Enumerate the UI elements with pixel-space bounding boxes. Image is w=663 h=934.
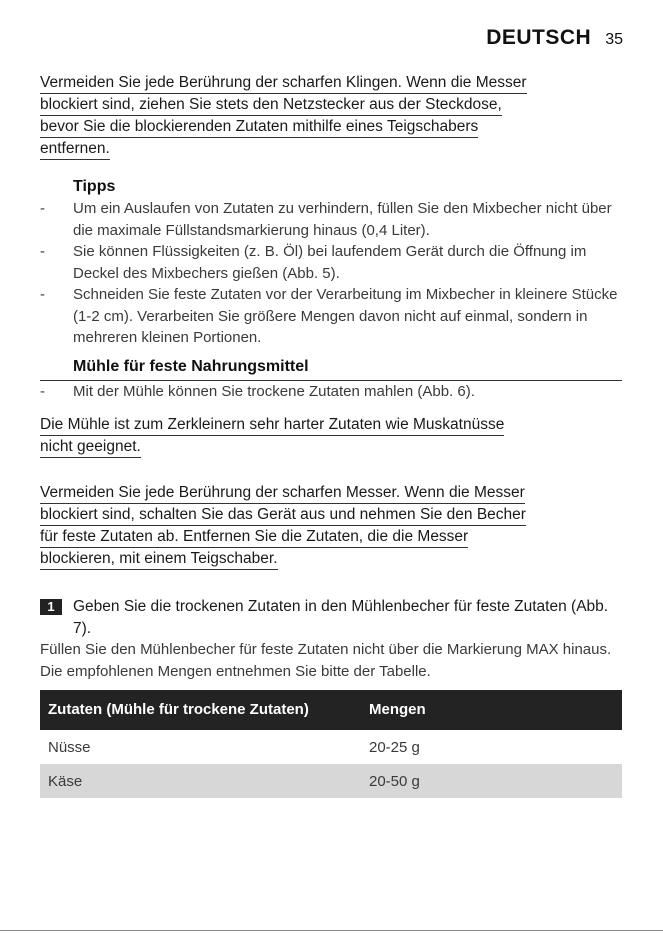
note-table-reference: Die empfohlenen Mengen entnehmen Sie bitte der Tabelle. bbox=[40, 662, 431, 680]
warning-line: nicht geeignet. bbox=[40, 436, 141, 458]
tip-item: - Um ein Auslaufen von Zutaten zu verhindern, füllen Sie den Mixbecher nicht über die maximale Füllstandsmarkierung hinaus (0,4 Liter). bbox=[40, 198, 622, 241]
warning-line: Vermeiden Sie jede Berührung der scharfen Klingen. Wenn die Messer bbox=[40, 72, 527, 94]
step-text: Geben Sie die trockenen Zutaten in den Mühlenbecher für feste Zutaten (Abb. 7). bbox=[73, 598, 609, 637]
column-header-ingredients: Zutaten (Mühle für trockene Zutaten) bbox=[40, 690, 361, 730]
warning-line: blockiert sind, ziehen Sie stets den Netzstecker aus der Steckdose, bbox=[40, 94, 502, 116]
warning-line: bevor Sie die blockierenden Zutaten mithilfe eines Teigschabers bbox=[40, 116, 478, 138]
warning-line: Vermeiden Sie jede Berührung der scharfen Messer. Wenn die Messer bbox=[40, 482, 525, 504]
tips-list bbox=[40, 198, 622, 349]
page-content bbox=[40, 72, 622, 798]
bottom-divider bbox=[0, 930, 663, 931]
tip-item: - Sie können Flüssigkeiten (z. B. Öl) bei laufendem Gerät durch die Öffnung im Deckel des Mixbechers gießen (Abb. 5). bbox=[40, 241, 622, 284]
step-1 bbox=[40, 596, 622, 639]
mill-list bbox=[40, 381, 622, 403]
table-row bbox=[40, 764, 622, 798]
step-number-badge: 1 bbox=[40, 599, 62, 615]
quantities-table bbox=[40, 690, 622, 798]
warning-knives bbox=[40, 482, 622, 570]
table-cell-quantity: 20-25 g bbox=[369, 738, 420, 756]
warning-line: blockiert sind, schalten Sie das Gerät aus und nehmen Sie den Becher bbox=[40, 504, 526, 526]
table-cell-ingredient: Käse bbox=[40, 764, 361, 798]
warning-hard-ingredients bbox=[40, 414, 622, 458]
warning-blades bbox=[40, 72, 622, 160]
column-header-quantities: Mengen bbox=[361, 690, 622, 730]
tips-heading: Tipps bbox=[73, 178, 116, 195]
tips-section bbox=[40, 178, 622, 349]
page-number: 35 bbox=[605, 31, 623, 48]
language-heading: DEUTSCH bbox=[486, 26, 592, 49]
page-header bbox=[486, 26, 623, 50]
warning-line: Die Mühle ist zum Zerkleinern sehr harter Zutaten wie Muskatnüsse bbox=[40, 414, 504, 436]
warning-line: blockieren, mit einem Teigschaber. bbox=[40, 548, 278, 570]
table-row bbox=[40, 730, 622, 764]
warning-line: für feste Zutaten ab. Entfernen Sie die Zutaten, die die Messer bbox=[40, 526, 468, 548]
table-cell-ingredient: Nüsse bbox=[48, 738, 91, 756]
mill-item: - Mit der Mühle können Sie trockene Zutaten mahlen (Abb. 6). bbox=[40, 381, 622, 403]
table-header-row bbox=[40, 690, 622, 730]
mill-heading: Mühle für feste Nahrungsmittel bbox=[73, 357, 309, 375]
warning-line: entfernen. bbox=[40, 138, 110, 160]
note-max-marking: Füllen Sie den Mühlenbecher für feste Zutaten nicht über die Markierung MAX hinaus. bbox=[40, 641, 612, 658]
tip-item: - Schneiden Sie feste Zutaten vor der Verarbeitung im Mixbecher in kleinere Stücke (1-2 cm). Verarbeiten Sie größere Mengen davon nicht auf einmal, sondern in mehreren kleinen Portionen. bbox=[40, 284, 622, 349]
mill-section-header bbox=[40, 358, 622, 381]
table-cell-quantity: 20-50 g bbox=[361, 764, 622, 798]
